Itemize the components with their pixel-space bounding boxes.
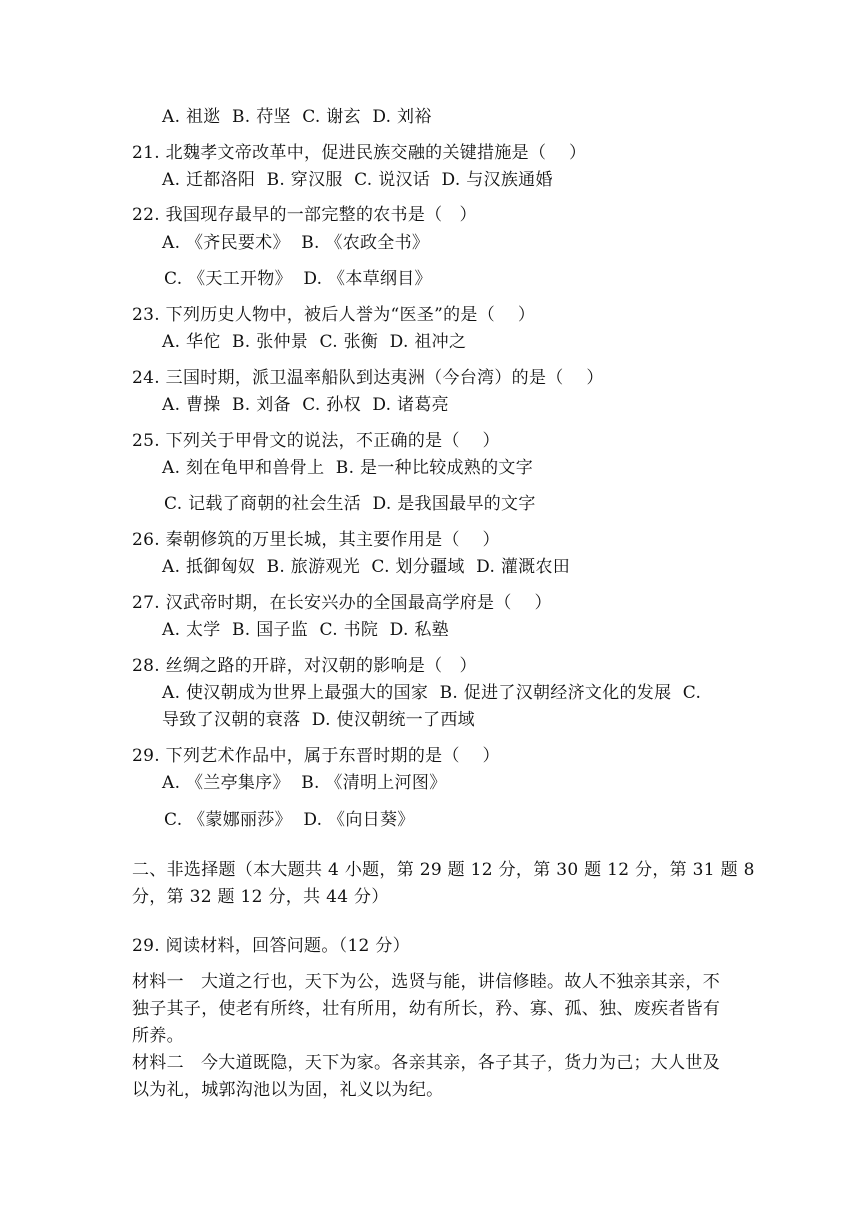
question-29-stem: 29. 下列艺术作品中，属于东晋时期的是（ ） [132, 746, 500, 766]
question-25-options-ab: A. 刻在龟甲和兽骨上 B. 是一种比较成熟的文字 [162, 458, 533, 478]
question-22-options-ab: A. 《齐民要术》 B. 《农政全书》 [162, 233, 430, 253]
question-27-stem: 27. 汉武帝时期，在长安兴办的全国最高学府是（ ） [132, 593, 552, 613]
material-one-line3: 所养。 [132, 1026, 184, 1046]
question-26-options: A. 抵御匈奴 B. 旅游观光 C. 划分疆域 D. 灌溉农田 [162, 557, 571, 577]
section-two-heading-cont: 分，第 32 题 12 分，共 44 分） [132, 887, 389, 907]
material-one-line1: 材料一 大道之行也，天下为公，选贤与能，讲信修睦。故人不独亲其亲，不 [132, 972, 721, 992]
material-one-line2: 独子其子，使老有所终，壮有所用，幼有所长，矜、寡、孤、独、废疾者皆有 [132, 999, 721, 1019]
question-25-stem: 25. 下列关于甲骨文的说法，不正确的是（ ） [132, 431, 500, 451]
question-22-options-cd: C. 《天工开物》 D. 《本草纲目》 [164, 269, 432, 289]
question-25-options-cd: C. 记载了商朝的社会生活 D. 是我国最早的文字 [164, 494, 536, 514]
question-28-stem: 28. 丝绸之路的开辟，对汉朝的影响是（ ） [132, 656, 477, 676]
option-line: A. 祖逖 B. 苻坚 C. 谢玄 D. 刘裕 [162, 107, 432, 127]
material-two-line2: 以为礼，城郭沟池以为固，礼义以为纪。 [132, 1080, 444, 1100]
section-two-heading: 二、非选择题（本大题共 4 小题，第 29 题 12 分，第 30 题 12 分，第 31 题 8 [132, 860, 755, 880]
question-24-options: A. 曹操 B. 刘备 C. 孙权 D. 诸葛亮 [162, 395, 449, 415]
question-27-options: A. 太学 B. 国子监 C. 书院 D. 私塾 [162, 620, 449, 640]
material-two-line1: 材料二 今大道既隐，天下为家。各亲其亲，各子其子，货力为己；大人世及 [132, 1053, 721, 1073]
question-29-options-ab: A. 《兰亭集序》 B. 《清明上河图》 [162, 773, 447, 793]
question-28-options-line1: A. 使汉朝成为世界上最强大的国家 B. 促进了汉朝经济文化的发展 C. [162, 683, 702, 703]
question-21-stem: 21. 北魏孝文帝改革中，促进民族交融的关键措施是（ ） [132, 143, 587, 163]
reading-question-stem: 29. 阅读材料，回答问题。（12 分） [132, 936, 410, 956]
question-22-stem: 22. 我国现存最早的一部完整的农书是（ ） [132, 205, 477, 225]
question-28-options-line2: 导致了汉朝的衰落 D. 使汉朝统一了西域 [162, 710, 475, 730]
question-23-stem: 23. 下列历史人物中，被后人誉为“医圣”的是（ ） [132, 305, 536, 325]
question-29-options-cd: C. 《蒙娜丽莎》 D. 《向日葵》 [164, 810, 415, 830]
question-21-options: A. 迁都洛阳 B. 穿汉服 C. 说汉话 D. 与汉族通婚 [162, 170, 553, 190]
question-23-options: A. 华佗 B. 张仲景 C. 张衡 D. 祖冲之 [162, 332, 467, 352]
question-26-stem: 26. 秦朝修筑的万里长城，其主要作用是（ ） [132, 530, 500, 550]
question-24-stem: 24. 三国时期，派卫温率船队到达夷洲（今台湾）的是（ ） [132, 368, 604, 388]
